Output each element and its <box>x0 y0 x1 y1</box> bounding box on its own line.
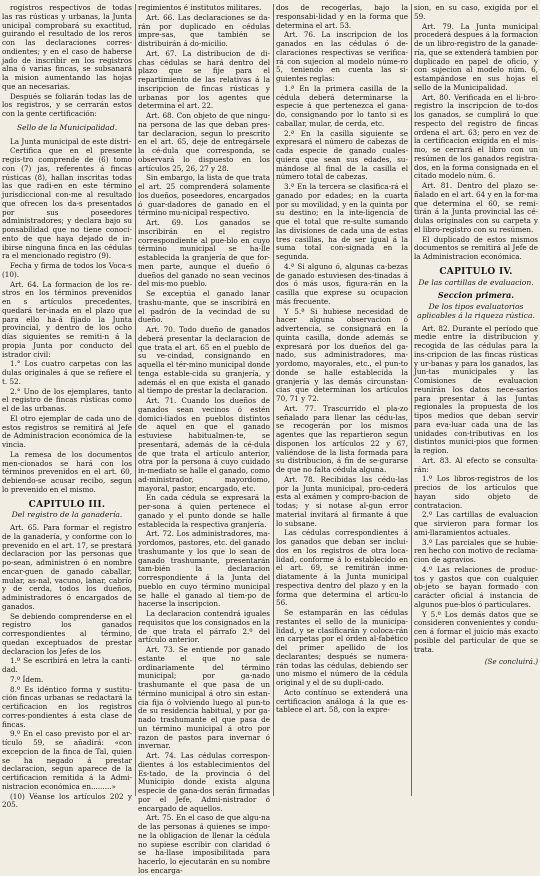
paragraph: 1.ª En la primera casilla de la cédula deberá determinarse la especie á que pertenezca el gana-do, consignando por lo tanto si es caballar, mular, de cerda, etc. <box>276 83 408 128</box>
paragraph: Art. 76. La inscripcion de los ganados en las cédulas ó de-claraciones respectivas se verifica-rá con sujecion al modelo núme-ro 5, teniendo en cuenta las si-guientes reglas: <box>276 30 408 83</box>
paragraph: regimientos é institutos militares. <box>138 3 262 12</box>
paragraph: La remesa de los documentos men-cionados se hará con los términos prevenidos en el art. 60, debiendo-se acusar recibo, segun lo prevenido en el mismo. <box>2 449 132 494</box>
paragraph: El otro ejemplar de cada uno de estos registros se remitirá al Jefe de Administracion económica de la vincia. <box>2 413 132 449</box>
paragraph: dos de recogerlas, bajo la responsabi-lidad y en la forma que determina el art. 53. <box>276 3 408 30</box>
paragraph: 9.º En el caso previsto por el ar-tículo 59, se añadirá: «con excepcion de la finca de Tal, quien se ha negado á prestar declaracion, segun aparece de la certificacion remitida á la Admi-nistracion económica en.........» <box>2 729 132 791</box>
paragraph: Acto contínuo se extenderá una certificacion análoga á la que es-tablece el art. 58, con la expre- <box>276 687 408 715</box>
chapter-heading: CAPITULO III. <box>28 499 106 510</box>
paragraph: 1.° Los cuatro carpetas con las dulas originales á que se refiere el t. 52. <box>2 359 132 386</box>
paragraph: Art. 73. Se entiende por ganado estante el que no sale ordinariamente del término municipal; por ga-nado trashumante el que pasa de un término municipal á otro sin estan-cia fija ó volviendo luego al pun-to de su residencia habitual, y por ga-nado trashumante el que pasa de un término municipal á otro por razon de pastos para invernar ó invernar. <box>138 645 270 751</box>
paragraph: Certifica que en el presente regis-tro comprende de (6) tomo con (7) jas, referentes á fincas rústicas (8), hallan inscritas todas las que radi-en en este término jurisdiccional con-me al resultado que ofrecen los da-s presentados por sus poseedores administradores; y declara bajo su ponsabilidad que no tiene conoci-ento de que haya dejado de in-ibirse ninguna finca en las cédulas ra el mencionado registro (9). <box>2 146 132 261</box>
column-rule <box>411 4 412 796</box>
paragraph: Después se foliarán todas las de los registros, y se cerrarán estos con la gente certificación: <box>2 91 132 118</box>
paragraph: Art. 71. Cuando los dueños de ganados sean vecinos ó estén domici-liados en pueblos distintos de aquel en que el ganado estuviese habitualmen-te, se presentará, además de la cé-dula de que trata el artículo anterior, otra por la persona á cuyo cuidado in-mediato se halle el ganado, como ad-ministrador, mayordomo, mayoral, pastor, encargado, etc. <box>138 396 270 493</box>
paragraph: Art. 65. Para formar el registro de la ganadería, y conforme con lo prevenido en el art. 17, se prestará declaracion por las personas que po-sean, administren ó en nombre encar-guen de ganado caballar, mular, as-nal, vacuno, lanar, cabrío y de cerda, todos los dueños, administradores ó encargados de ganados. <box>2 523 132 611</box>
paragraph: Art. 66. Las declaraciones se da-rán por duplicado en cédulas impre-sas, que también se distribuirán á do-micilio. <box>138 12 270 48</box>
column-rule <box>273 4 274 796</box>
paragraph: 2.° Uno de los ejemplares, tanto el registro de fincas rústicas como el de las urbanas. <box>2 386 132 413</box>
paragraph: El duplicado de estos mismos documentos se remitirá al Jefe de la Administracion económica. <box>414 234 538 261</box>
paragraph: Art. 74. Las cédulas correspon-dientes á los establecimientos del Es-tado, de la provincia ó del Municipio donde exista alguna especie de gana-dos serán firmadas por el Jefe, Admi-nistrador ó encargado de aquellos. <box>138 751 270 813</box>
paragraph: En cada cédula se expresará la per-sona á quien pertenece el ganado y el punto donde se halle establecida la respectiva granjería. <box>138 493 270 529</box>
paragraph: Art. 69. Los ganados se inscribirán en el registro correspondiente al pue-blo en cuyo término municipal se ha-lle establecida la granjería de que for-men parte, aunque el dueño ó dueños del ganado no sean vecinos del mis-mo pueblo. <box>138 218 270 289</box>
paragraph: Fecha y firma de todos los Voca-s (10). <box>2 261 132 279</box>
paragraph: 3.º Las parciales que se hubie-ren hecho con motivo de reclama-cion de agravios. <box>414 537 538 564</box>
paragraph: rogistros respectivos de todas las ras rústicas y urbanas, la Junta unicipal comprobará su exactitud, guirando el resultado de los reros con las declaraciones corres-ondientes; y en el caso de haberse jado de inscribir en los registros alna ó varias fincas, se subsanará la mision aumentando las hojas que an necesarias. <box>2 3 132 91</box>
text-column-4 <box>414 4 538 796</box>
paragraph: Art. 64. La formacion de los re-stros en los términos prevenidos en s artículos precedentes, quedará ter-inada en el plazo que para ello ha-á fijado la Junta provincial, y dentro de los ocho días siguientes se remiti-n á la propia Junta por conducto del istrador civil: <box>2 279 132 359</box>
paragraph: Art. 72. Los administradores, ma-yordomos, pastores, etc. del ganado trashumante y los que lo sean de ganado trashumante, presentarán tam-bién la declaracion correspondiente á la Junta del pueblo en cuyo término municipal se halle el ganado al tiem-po de hacerse la inscripcion. <box>138 529 270 609</box>
paragraph: Art. 83. Al efecto se consulta-rán: <box>414 455 538 474</box>
paragraph: Art. 82. Durante el período que medie entre la distribucion y recogida de las cédulas para la ins-cripcion de las fincas rústicas y ur-banas y para los ganados, las Jun-tas municipales y las Comisiones de evaluacion reunirán los datos nece-sarios para presentar á las Juntas regionales la propuesta de los tipos medios que deban servir para eva-luar cada una de las unidades con-tributivas en los distintos munici-pios que formen la region. <box>414 323 538 455</box>
paragraph: Art. 78. Recibidas las cédu-las por la Junta municipal, pro-cederá esta al exámen y compro-bacion de todas; y si notase al-gun error material invitará al firmante á que lo subsane. <box>276 474 408 528</box>
paragraph: (10) Véanse los artículos 202 y 205. <box>2 791 132 810</box>
paragraph: 4.ª Si alguno ó, algunas ca-bezas de ganado estuviesen des-tinadas á dos ó más usos, figura-rán en la casilla que exprese su ocupacion más frecuente. <box>276 261 408 306</box>
paragraph: Art. 79. La Junta municipal procederá despues á la formacion de un libro-registro de la ganade-ría, que se extenderá tambien por duplicado en papel de oficio, y con sujecion al modelo núm. 6, estampándose en sus hojas el sello de la Municipalidad. <box>414 21 538 92</box>
paragraph: La Junta municipal de este distri- <box>10 136 132 146</box>
paragraph: Las cédulas correspondientes á los ganados que deban ser inclui-dos en los registros de otra loca-lidad, conforme á lo establecido en el art. 69, se remitirán inme-diatamente á la Junta municipal respectiva dentro del plazo y en la forma que determina el artícu-lo 56. <box>276 528 408 608</box>
text-column-1 <box>2 3 132 810</box>
paragraph: 7.º Ídem. <box>10 674 44 684</box>
paragraph: Art. 70. Todo dueño de ganados deberá presentar la declaracion de que trata el art. 65 en el pueblo de su ve-cindad, consignando en aquella el tér-mino municipal donde tenga estable-cida su granjería, y además el en que exista el ganado al tiempo de prestar la declaracion. <box>138 325 270 396</box>
paragraph: 4.º Las relaciones de produc-tos y gastos que con cualquier ob-jeto se hayan formado con carácter oficial á instancia de algunos pue-blos ó particulares. <box>414 564 538 609</box>
paragraph: La declaracion contendrá iguales requisitos que los consignados en la de que trata el párrafo 2.º del artículo anterior. <box>138 609 270 645</box>
chapter-subtitle: Del registro de la ganadería. <box>11 510 123 520</box>
paragraph: 2.º Las cartillas de evaluacion que sirvieron para formar los ami-llaramientos actuales. <box>414 510 538 537</box>
continuation-note: (Se concluirá.) <box>484 657 538 667</box>
paragraph: 2.ª En la casilla siguiente se expresará el número de cabezas de cada especie de ganado cuales-quiera que sean sus edades, su-mándose al final de la casilla el número total de cabezas. <box>276 128 408 182</box>
paragraph: Se debiendo comprenderse en el registro los ganados correspondientes al término, quedan exceptuados de prestar declaracion los Jefes de los <box>2 611 132 656</box>
column-rule <box>135 4 136 796</box>
chapter-heading: CAPITULO IV. <box>439 266 513 277</box>
paragraph: Y 5.º Los demás datos que se consideren convenientes y condu-cen á formar el juicio más exacto posible del particular de que se trata. <box>414 609 538 654</box>
paragraph: Art. 81. Dentro del plazo se-ñalado en el art. 64 y en la for-ma que determina el 60, se remi-tirán á la Junta provincial las cé-dulas originales con su carpeta y el libro-registro con su resúmen. <box>414 181 538 234</box>
paragraph: 3.ª En la tercera se clasifica-rá el ganado por edades; en la cuarta por su movilidad, y en la quinta por su destino; en la inte-ligencia de que el total que re-sulte sumando las divisiones de cada una de estas tres casillas, ha de ser igual á la suma total con-signada en la segunda. <box>276 182 408 261</box>
chapter-subtitle: De las cartillas de evaluacion. <box>418 277 534 287</box>
paragraph: Se exceptúa el ganado lanar trashu-mante, que se inscribirá en el padrón de la vecindad de su dueño. <box>138 289 270 325</box>
text-column-3 <box>276 4 408 796</box>
section-heading: Sello de la Municipalidad. <box>16 122 118 132</box>
paragraph: 1.º Se escribirá en letra la canti-dad. <box>2 656 132 674</box>
text-column-2 <box>138 3 270 875</box>
paragraph: Se estamparán en las cédulas restantes el sello de la municipa-lidad, y se clasificarán y coloca-rán en carpetas por el órden al-fabético del primer apellido de los declarantes; después se numera-rán todas las cédulas, debiendo ser uno mismo el número de la cédula original y el de su dupli-cado. <box>276 608 408 687</box>
paragraph: Art. 67. La distribucion de di-chas cédulas se hará dentro del plazo que se fije para el repartimiento de las relativas á la inscripcion de fincas rústicas y urbanas por los agentes que determina el art. 22. <box>138 48 270 111</box>
paragraph: Art. 77. Trascurrido el pla-zo señalado para llenar las cédu-las, se recogerán por los mismos agentes que las repartieron segun disponen los artículos 22 y 67, valiéndose de la lista formada para su distribucion, á fin de se-gurarse de que no falta cédula alguna. <box>276 403 408 474</box>
paragraph: Sin embargo, la lista de que trata el art. 25 comprenderá solamente los dueños, poseedores, encargados ó guar-dadores de ganado en el término mu-nicipal respectivo. <box>138 173 270 218</box>
chapter-subtitle: De los tipos evaluatorios aplicables á la riqueza rústica. <box>417 302 535 320</box>
paragraph: Art. 75. En el caso de que algu-na de las personas á quienes se impo-ne la obligacion de llenar la cédula no supiese escribir con claridad ó se ha-llase imposibilitada para hacerlo, lo ejecutarán en su nombre los encarga- <box>138 813 270 875</box>
paragraph: sion, en su caso, exigida por el 59. <box>414 3 538 21</box>
paragraph: 1.º Los libros-registros de los precios de los artículos que hayan sido objeto de contratacion. <box>414 474 538 510</box>
paragraph: Art. 68. Con objeto de que ningu-na persona de las que deban pres-tar declaracion, segun lo prescrito en el art. 65, deje de entregársele la cé-dula que corresponda, se observará lo dispuesto en los artículos 25, 26, 27 y 28. <box>138 111 270 173</box>
paragraph: Y 5.ª Si hubiese necesidad de hacer alguna observacion ó advertencia, se consignará en la quinta casilla, donde además se expresará por los dueños del ga-nado, sus administradores, ma-yordomo, mayorales, etc., el pun-to donde se halle establecida la granjería y las demás circunstan-cias que determinan los artículos 70, 71 y 72. <box>276 306 408 403</box>
paragraph: Art. 80. Verificada en el li-bro-registro la inscripcion de to-dos los ganados, se cumplirá lo que respecto del registro de fincas ordena el art. 63; pero en vez de la certificacion exigida en el mis-mo, se cerrará el libro con un resúmen de los ganados registra-dos, en la forma consignada en el citado modelo núm. 6. <box>414 92 538 181</box>
section-title: Seccion primera. <box>437 290 515 301</box>
paragraph: 8.º Es idéntico forma y sustitu-ción fincas urbanas se redactará la certificacion en los registros corres-pondientes á esta clase de fincas. <box>2 684 132 729</box>
